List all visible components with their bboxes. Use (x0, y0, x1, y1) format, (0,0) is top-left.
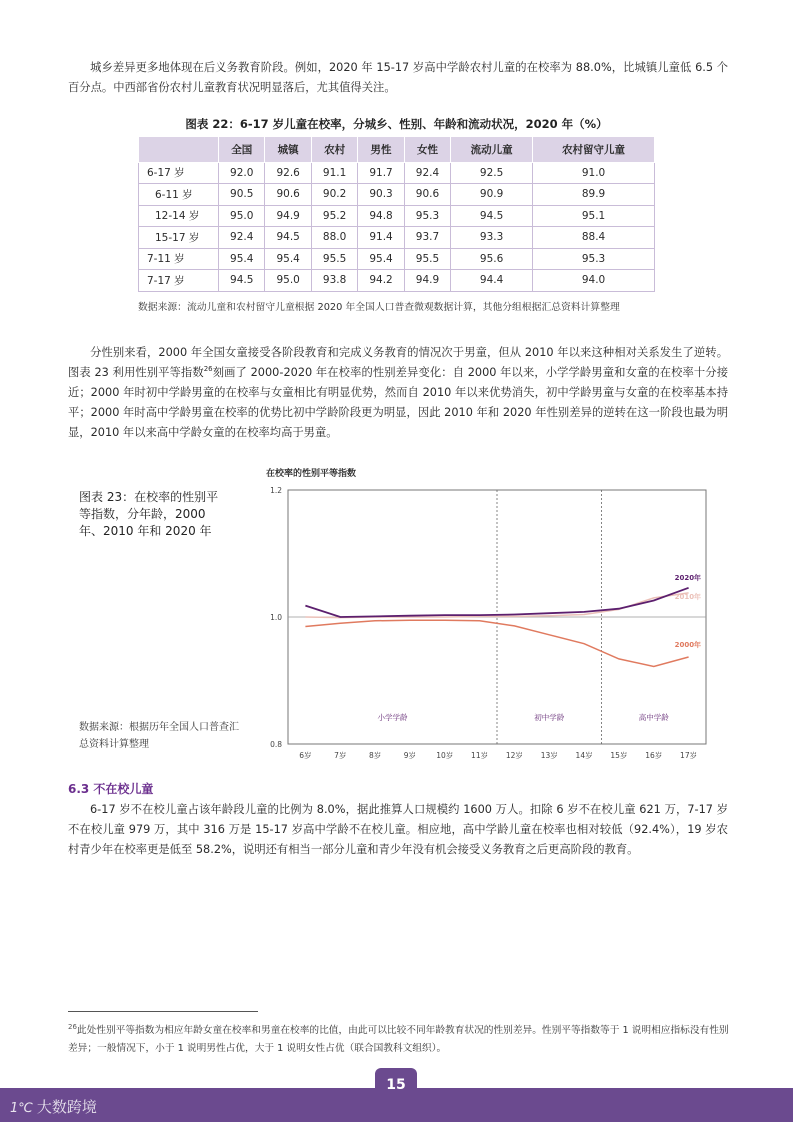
series-label: 2020年 (674, 573, 702, 582)
table-cell: 95.6 (451, 248, 533, 270)
out-of-school-paragraph: 6-17 岁不在校儿童占该年龄段儿童的比例为 8.0%，据此推算人口规模约 1600 万人。扣除 6 岁不在校儿童 621 万，7-17 岁不在校儿童 979 万，其中 316 万是 15-17 岁高中学龄不在校儿童。相应地，高中学龄儿童在校率也相对较低（92.4%），19 岁农村青少年在校率更是低至 58.2%，说明还有相当一部分儿童和青少年没有机会接受义务教育之后更高阶段的教育。 (68, 803, 728, 856)
table-cell: 95.0 (265, 270, 311, 292)
table-cell: 90.3 (358, 184, 404, 206)
table-cell: 92.6 (265, 162, 311, 184)
table-cell: 90.5 (219, 184, 265, 206)
x-tick-label: 12岁 (505, 751, 523, 760)
watermark-logo: 1℃ 大数跨境 (10, 1098, 97, 1116)
table-cell: 94.2 (358, 270, 404, 292)
table-cell: 95.4 (358, 248, 404, 270)
table-cell: 94.0 (533, 270, 655, 292)
table-cell: 88.0 (311, 227, 357, 249)
table-cell: 91.0 (533, 162, 655, 184)
table-row (139, 270, 655, 292)
table-cell: 95.5 (404, 248, 450, 270)
intro-paragraph: 城乡差异更多地体现在后义务教育阶段。例如，2020 年 15-17 岁高中学龄农村儿童的在校率为 88.0%，比城镇儿童低 6.5 个百分点。中西部省份农村儿童教育状况明显落后，尤其值得关注。 (68, 61, 728, 94)
table-cell: 95.4 (219, 248, 265, 270)
table-cell: 93.7 (404, 227, 450, 249)
table-cell: 92.5 (451, 162, 533, 184)
table-row (139, 162, 655, 184)
table-cell: 94.9 (404, 270, 450, 292)
x-tick-label: 8岁 (368, 751, 382, 760)
series-label: 2010年 (674, 592, 702, 601)
table-cell: 91.1 (311, 162, 357, 184)
stage-label: 高中学龄 (638, 713, 669, 722)
x-tick-label: 17岁 (680, 751, 698, 760)
table-cell: 94.5 (451, 205, 533, 227)
series-label: 2000年 (674, 641, 702, 650)
table-header-cell: 农村 (311, 137, 357, 162)
x-tick-label: 7岁 (334, 751, 347, 760)
table-cell: 92.4 (219, 227, 265, 249)
table-cell: 91.7 (358, 162, 404, 184)
x-tick-label: 15岁 (610, 751, 628, 760)
chart-title: 在校率的性别平等指数 (266, 469, 357, 479)
y-tick-label: 1.2 (270, 486, 282, 495)
x-tick-label: 11岁 (471, 751, 489, 760)
table-cell: 90.9 (451, 184, 533, 206)
table-cell: 94.9 (265, 205, 311, 227)
table-header-cell: 农村留守儿童 (533, 137, 655, 162)
x-tick-label: 16岁 (645, 751, 663, 760)
table-title: 图表 22：6-17 岁儿童在校率，分城乡、性别、年龄和流动状况，2020 年（%） (185, 117, 608, 131)
table-cell: 94.5 (265, 227, 311, 249)
table-header-cell: 全国 (219, 137, 265, 162)
table-cell: 94.8 (358, 205, 404, 227)
stage-label: 小学学龄 (377, 713, 408, 722)
figure-title: 图表 23：在校率的性别平等指数，分年龄，2000 年、2010 年和 2020 年 (79, 490, 219, 538)
table-cell: 95.5 (311, 248, 357, 270)
table-cell: 90.6 (265, 184, 311, 206)
table-header-cell: 城镇 (265, 137, 311, 162)
table-header-cell (139, 137, 219, 162)
row-label: 15-17 岁 (139, 227, 219, 249)
table-cell: 93.3 (451, 227, 533, 249)
table-cell: 88.4 (533, 227, 655, 249)
table-cell: 91.4 (358, 227, 404, 249)
table-header-row (139, 137, 655, 162)
table-cell: 95.0 (219, 205, 265, 227)
x-tick-label: 13岁 (540, 751, 558, 760)
x-tick-label: 10岁 (436, 751, 454, 760)
table-source: 数据来源：流动儿童和农村留守儿童根据 2020 年全国人口普查微观数据计算，其他分组根据汇总资料计算整理 (138, 302, 620, 313)
table-cell: 92.4 (404, 162, 450, 184)
table-cell: 92.0 (219, 162, 265, 184)
table-row (139, 205, 655, 227)
table-header-cell: 流动儿童 (451, 137, 533, 162)
stage-label: 初中学龄 (534, 713, 565, 722)
table-cell: 89.9 (533, 184, 655, 206)
row-label: 12-14 岁 (139, 205, 219, 227)
table-cell: 95.4 (265, 248, 311, 270)
enrollment-table (138, 137, 655, 292)
section-heading: 6.3 不在校儿童 (68, 782, 154, 796)
y-tick-label: 1.0 (270, 613, 282, 622)
gender-paragraph: 分性别来看，2000 年全国女童接受各阶段教育和完成义务教育的情况次于男童，但从 2010 年以来这种相对关系发生了逆转。图表 23 利用性别平等指数$^{26}$刻画了 2000-2020 年在校率的性别差异变化：自 2000 年以来，小学学龄男童和女童的在校率十分接近；2000 年时初中学龄男童的在校率与女童相比有明显优势，然而自 2010 年以来优势消失，初中学龄男童与女童的在校率基本持平；2000 年时高中学龄男童在校率的优势比初中学龄阶段更为明显，因此 2010 年和 2020 年性别差异的逆转在这一阶段也最为明显，2010 年以来高中学龄女童的在校率均高于男童。 (68, 346, 728, 439)
row-label: 6-11 岁 (139, 184, 219, 206)
figure-source: 数据来源：根据历年全国人口普查汇总资料计算整理 (79, 722, 239, 750)
table-cell: 93.8 (311, 270, 357, 292)
footnote: $^{26}$此处性别平等指数为相应年龄女童在校率和男童在校率的比值，由此可以比较不同年龄教育状况的性别差异。性别平等指数等于 1 说明相应指标没有性别差异；一般情况下，小于 1 说明男性占优，大于 1 说明女性占优（联合国教科文组织）。 (68, 1023, 729, 1055)
table-cell: 90.2 (311, 184, 357, 206)
row-label: 7-17 岁 (139, 270, 219, 292)
table-cell: 95.1 (533, 205, 655, 227)
table-cell: 95.2 (311, 205, 357, 227)
footnote-ref: 26 (203, 365, 213, 374)
table-header-cell: 女性 (404, 137, 450, 162)
x-tick-label: 9岁 (403, 751, 417, 760)
gender-parity-chart (262, 460, 722, 770)
row-label: 6-17 岁 (139, 162, 219, 184)
page-number: 15 (375, 1068, 417, 1104)
table-cell: 94.4 (451, 270, 533, 292)
table-cell: 95.3 (533, 248, 655, 270)
table-row (139, 227, 655, 249)
table-cell: 95.3 (404, 205, 450, 227)
table-header-cell: 男性 (358, 137, 404, 162)
table-row (139, 184, 655, 206)
y-tick-label: 0.8 (270, 740, 282, 749)
row-label: 7-11 岁 (139, 248, 219, 270)
table-row (139, 248, 655, 270)
footnote-divider (68, 1011, 258, 1012)
x-tick-label: 6岁 (299, 751, 312, 760)
table-cell: 94.5 (219, 270, 265, 292)
x-tick-label: 14岁 (575, 751, 593, 760)
table-cell: 90.6 (404, 184, 450, 206)
